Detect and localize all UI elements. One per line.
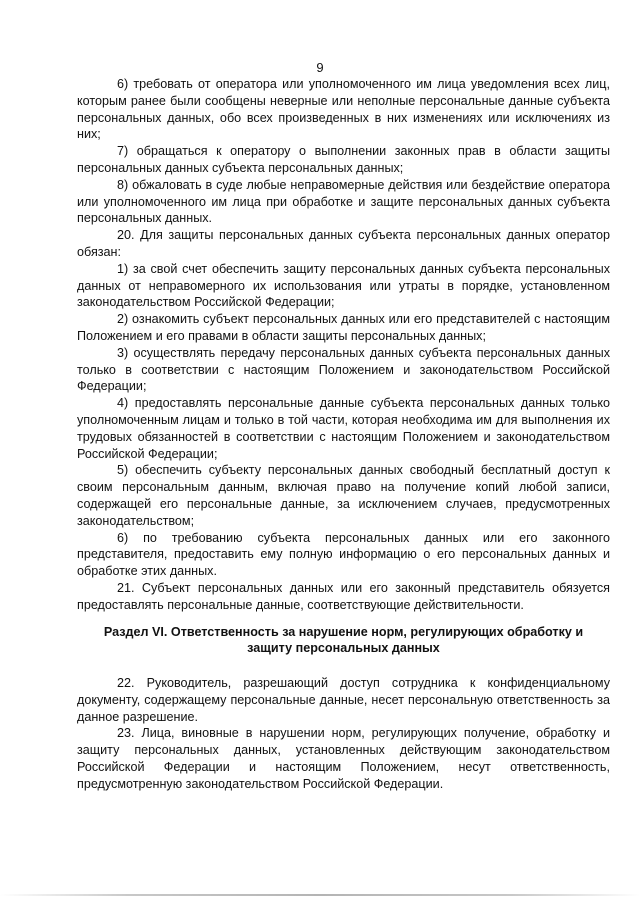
clause-19-6: 6) требовать от оператора или уполномоченного им лица уведомления всех лиц, которым ранее были сообщены неверные или неполные персональные данные субъекта персональных данных, обо всех произведенных в них изменениях или исключениях из них; — [77, 77, 610, 142]
scan-edge-line — [0, 894, 640, 896]
page-number: 9 — [316, 60, 324, 75]
clause-20-2: 2) ознакомить субъект персональных данных или его представителей с настоящим Положением и его правами в области защиты персональных данных; — [77, 312, 610, 343]
clause-20-5: 5) обеспечить субъекту персональных данных свободный бесплатный доступ к своим персональным данным, включая право на получение копий любой записи, содержащей его персональные данные, за исключением случаев, предусмотренных законодательством; — [77, 463, 610, 528]
clause-22: 22. Руководитель, разрешающий доступ сотрудника к конфиденциальному документу, содержащему персональные данные, несет персональную ответственность за данное разрешение. — [77, 676, 610, 724]
clause-19-7: 7) обращаться к оператору о выполнении законных прав в области защиты персональных данных субъекта персональных данных; — [77, 144, 610, 175]
clause-20-6: 6) по требованию субъекта персональных данных или его законного представителя, предоставить ему полную информацию о его персональных данных и обработке этих данных. — [77, 530, 610, 579]
clause-20-4: 4) предоставлять персональные данные субъекта персональных данных только уполномоченным лицам и только в той части, которая необходима им для выполнения их трудовых обязанностей в соответствии с настоящим Положением и законодательством Российской Федерации; — [77, 396, 610, 461]
clause-20: 20. Для защиты персональных данных субъекта персональных данных оператор обязан: — [77, 228, 610, 259]
clause-20-1: 1) за свой счет обеспечить защиту персональных данных субъекта персональных данных от неправомерного их использования или утраты в порядке, установленном законодательством Российской Федерации; — [77, 261, 610, 310]
clause-21: 21. Субъект персональных данных или его законный представитель обязуется предоставлять персональные данные, соответствующие действительности. — [77, 580, 610, 612]
page-content — [77, 76, 610, 793]
clause-20-3: 3) осуществлять передачу персональных данных субъекта персональных данных только в соответствии с настоящим Положением и законодательством Российской Федерации; — [77, 345, 610, 394]
section-heading: Раздел VI. Ответственность за нарушение норм, регулирующих обработку и защиту персональных данных — [103, 624, 584, 656]
clause-23: 23. Лица, виновные в нарушении норм, регулирующих получение, обработку и защиту персональных данных, установленных действующим законодательством Российской Федерации и настоящим Положением, несут ответственность, предусмотренную законодательством Российской Федерации. — [77, 726, 610, 791]
clause-19-8: 8) обжаловать в суде любые неправомерные действия или бездействие оператора или уполномоченного им лица при обработке и защите персональных данных субъекта персональных данных. — [77, 177, 610, 226]
